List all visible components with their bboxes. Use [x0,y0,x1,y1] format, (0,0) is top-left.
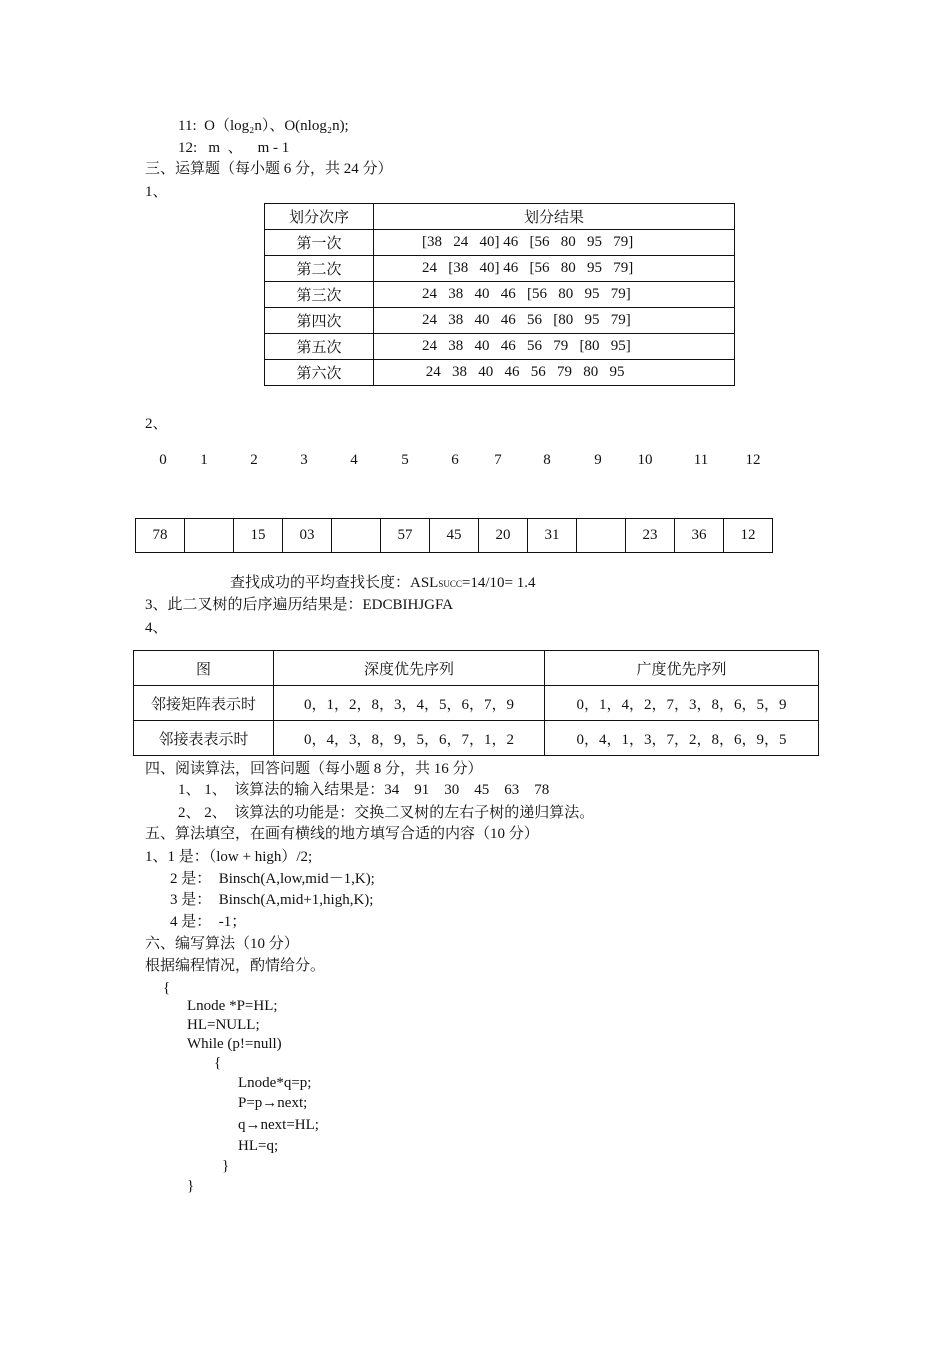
row-order: 第二次 [265,256,374,282]
hash-cell: 15 [234,519,283,553]
hash-cell [332,519,381,553]
section-6-note: 根据编程情况，酌情给分。 [145,958,326,974]
table-row [265,334,735,360]
hash-index: 11 [693,452,709,468]
hash-index: 5 [401,452,409,468]
table-header-row [134,651,819,686]
section-4-answer-1: 1、 1、 该算法的输入结果是：34 91 30 45 63 78 [178,782,550,798]
hash-cell: 12 [724,519,773,553]
row-order: 第一次 [265,230,374,256]
table-row [265,256,735,282]
hash-index: 12 [745,452,761,468]
hash-index: 1 [200,452,208,468]
traversal-table [133,650,819,756]
row-bfs: 0，1，4，2，7，3，8，6，5，9 [545,686,819,721]
partition-table [264,203,735,386]
row-bfs: 0，4，1，3，7，2，8，6，9，5 [545,721,819,756]
question-1-label: 1、 [145,184,168,200]
row-order: 第五次 [265,334,374,360]
hash-cell: 78 [136,519,185,553]
hash-index: 6 [451,452,459,468]
row-order: 第三次 [265,282,374,308]
hash-index: 3 [300,452,308,468]
code-line: } [222,1158,230,1174]
row-result: 24 38 40 46 56 79 [80 95] [374,334,735,360]
table-row [134,721,819,756]
header-order: 划分次序 [265,204,374,230]
header-result: 划分结果 [374,204,735,230]
table-row [265,308,735,334]
hash-index: 9 [594,452,602,468]
section-5-answer-2: 2 是： Binsch(A,low,mid－1,K); [170,871,375,887]
row-result: 24 [38 40] 46 [56 80 95 79] [374,256,735,282]
hash-cell: 31 [528,519,577,553]
table-row [134,686,819,721]
code-line: { [214,1055,222,1071]
row-graph-name: 邻接表表示时 [134,721,274,756]
question-3: 3、此二叉树的后序遍历结果是：EDCBIHJGFA [145,597,454,613]
hash-cell: 36 [675,519,724,553]
hash-index: 10 [637,452,653,468]
question-4-label: 4、 [145,620,168,636]
hash-cell: 03 [283,519,332,553]
header-graph: 图 [134,651,274,686]
row-result: 24 38 40 46 [56 80 95 79] [374,282,735,308]
row-result: 24 38 40 46 56 [80 95 79] [374,308,735,334]
section-5-answer-1: 1、1 是：（low + high）/2; [145,849,313,865]
answer-12: 12: m 、 m - 1 [178,140,290,156]
table-row [265,360,735,386]
code-line: Lnode*q=p; [238,1075,312,1091]
asl-line [230,574,535,593]
hash-index: 7 [494,452,502,468]
code-line: HL=q; [238,1138,279,1154]
hash-index: 4 [350,452,358,468]
section-4-answer-2: 2、 2、 该算法的功能是：交换二叉树的左右子树的递归算法。 [178,805,595,821]
header-dfs: 深度优先序列 [274,651,545,686]
section-4-title: 四、阅读算法，回答问题（每小题 8 分，共 16 分） [145,761,483,777]
hash-cell: 57 [381,519,430,553]
row-order: 第四次 [265,308,374,334]
code-open-brace: { [163,980,171,996]
hash-cell: 23 [626,519,675,553]
section-5-answer-4: 4 是： -1； [170,914,247,930]
asl-suffix: =14/10= 1.4 [461,575,536,591]
code-line: q→next=HL; [238,1117,319,1133]
table-row [265,282,735,308]
asl-subscript: SUCC [438,579,462,589]
hash-table [135,518,773,553]
table-row [265,230,735,256]
row-graph-name: 邻接矩阵表示时 [134,686,274,721]
section-3-title: 三、运算题（每小题 6 分，共 24 分） [145,161,393,177]
row-dfs: 0，1，2，8，3，4，5，6，7，9 [274,686,545,721]
answer-11: 11: O（log₂n）、O(nlog₂n); [178,118,349,134]
row-result: [38 24 40] 46 [56 80 95 79] [374,230,735,256]
code-close-brace: } [187,1178,195,1194]
code-line: While (p!=null) [187,1036,282,1052]
header-bfs: 广度优先序列 [545,651,819,686]
section-6-title: 六、编写算法（10 分） [145,936,299,952]
hash-index: 2 [250,452,258,468]
code-line: P=p→next; [238,1095,308,1111]
hash-cell [577,519,626,553]
asl-prefix: 查找成功的平均查找长度：ASL [230,575,439,591]
section-5-title: 五、算法填空，在画有横线的地方填写合适的内容（10 分） [145,826,539,842]
hash-cell [185,519,234,553]
code-line: HL=NULL; [187,1017,260,1033]
row-result: 24 38 40 46 56 79 80 95 [374,360,735,386]
row-order: 第六次 [265,360,374,386]
table-header-row [265,204,735,230]
row-dfs: 0，4，3，8，9，5，6，7，1，2 [274,721,545,756]
section-5-answer-3: 3 是： Binsch(A,mid+1,high,K); [170,892,374,908]
code-line: Lnode *P=HL; [187,998,278,1014]
hash-index: 0 [159,452,167,468]
hash-index: 8 [543,452,551,468]
hash-cell: 20 [479,519,528,553]
hash-table-row [136,519,773,553]
hash-cell: 45 [430,519,479,553]
question-2-label: 2、 [145,416,168,432]
